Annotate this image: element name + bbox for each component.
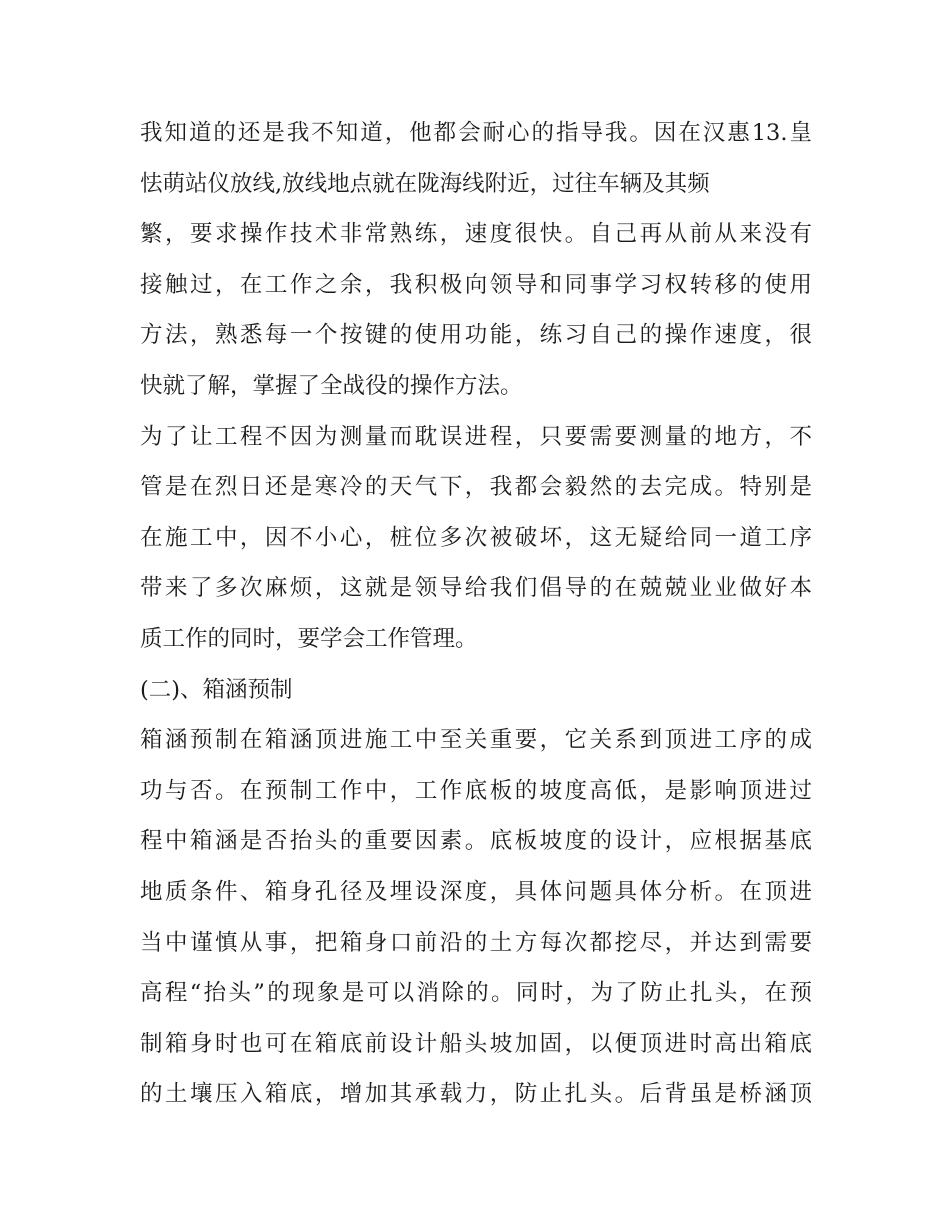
text-line: 质工作的同时，要学会工作管理。 (140, 625, 478, 652)
text-line: 快就了解，掌握了全战役的操作方法。 (140, 372, 523, 399)
text-line: 接触过，在工作之余，我积极向领导和同事学习权转移的使用 (140, 271, 812, 298)
text-line: 在施工中，因不小心，桩位多次被破坏，这无疑给同一道工序 (140, 524, 812, 551)
text-line: 地质条件、箱身孔径及埋设深度，具体问题具体分析。在顶进 (140, 878, 812, 905)
text-line: 带来了多次麻烦，这就是领导给我们倡导的在兢兢业业做好本 (140, 575, 812, 602)
text-line: 我知道的还是我不知道，他都会耐心的指导我。因在汉惠13.皇 (140, 120, 812, 146)
body-text (140, 108, 812, 1120)
section-heading: (二)、箱涵预制 (140, 676, 293, 703)
text-line: 箱涵预制在箱涵顶进施工中至关重要，它关系到顶进工序的成 (140, 727, 812, 754)
text-line: 管是在烈日还是寒冷的天气下，我都会毅然的去完成。特别是 (140, 474, 812, 501)
text-line: 方法，熟悉每一个按键的使用功能，练习自己的操作速度，很 (140, 322, 812, 349)
text-line: 当中谨慎从事，把箱身口前沿的土方每次都挖尽，并达到需要 (140, 929, 812, 956)
text-line: 繁，要求操作技术非常熟练，速度很快。自己再从前从来没有 (140, 221, 812, 248)
text-line: 为了让工程不因为测量而耽误进程，只要需要测量的地方，不 (140, 423, 812, 450)
text-line: 制箱身时也可在箱底前设计船头坡加固，以便顶进时高出箱底 (140, 1030, 812, 1057)
text-line: 高程“抬头”的现象是可以消除的。同时，为了防止扎头，在预 (140, 980, 812, 1007)
text-line: 怯萌站仪放线,放线地点就在陇海线附近，过往车辆及其频 (140, 170, 710, 197)
text-line: 功与否。在预制工作中，工作底板的坡度高低，是影响顶进过 (140, 777, 812, 804)
text-line: 的土壤压入箱底，增加其承载力，防止扎头。后背虽是桥涵顶 (140, 1081, 812, 1108)
text-line: 程中箱涵是否抬头的重要因素。底板坡度的设计，应根据基底 (140, 828, 812, 855)
